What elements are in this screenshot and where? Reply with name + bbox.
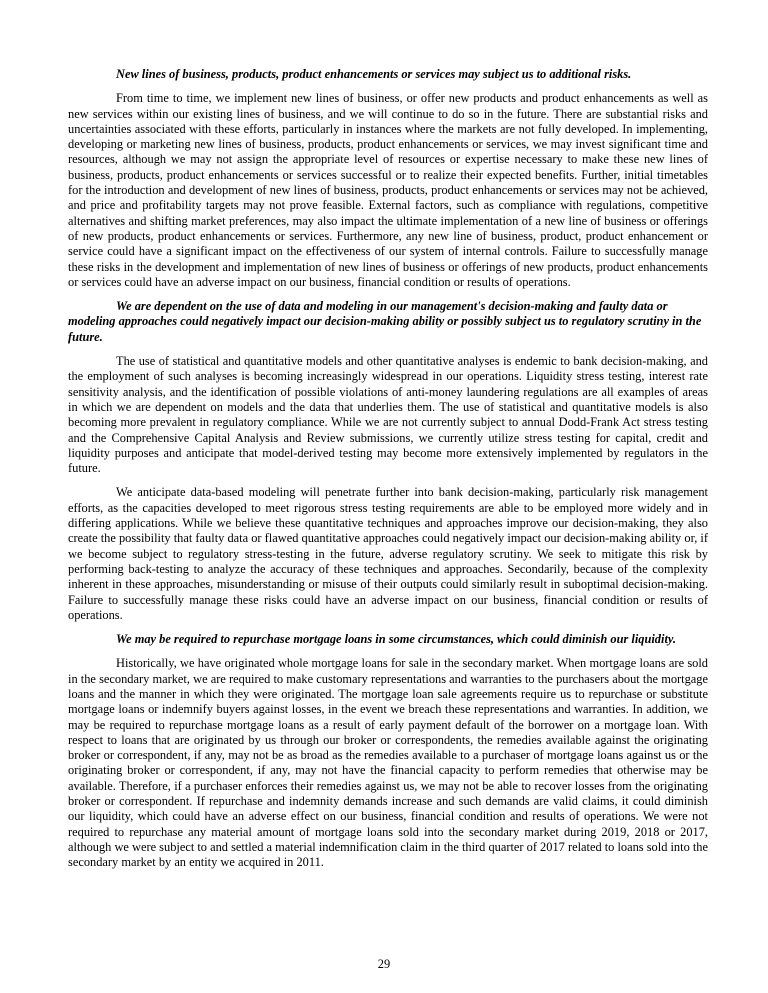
- body-paragraph: We anticipate data-based modeling will penetrate further into bank decision-making, particularly risk management efforts, as the capacities developed to meet rigorous stress testing requirements are able to be employed more widely and in differing applications. While we believe these quantitative techniques and approaches improve our decision-making, they also create the possibility that faulty data or flawed quantitative approaches could negatively impact our decision-making ability or, if we become subject to regulatory stress-testing in the future, adverse regulatory scrutiny. We seek to mitigate this risk by performing back-testing to analyze the accuracy of these techniques and approaches. Secondarily, because of the complexity inherent in these approaches, misunderstanding or misuse of their outputs could similarly result in suboptimal decision-making. Failure to successfully manage these risks could have an adverse impact on our business, financial condition or results of operations.: [68, 485, 708, 622]
- section-heading: New lines of business, products, product enhancements or services may subject us to additional risks.: [116, 67, 632, 81]
- body-paragraph: Historically, we have originated whole mortgage loans for sale in the secondary market. When mortgage loans are sold in the secondary market, we are required to make customary representations and warranties to the purchasers about the mortgage loans and the manner in which they were originated. The mortgage loan sale agreements require us to repurchase or substitute mortgage loans or indemnify buyers against losses, in the event we breach these representations and warranties. In addition, we may be required to repurchase mortgage loans as a result of early payment default of the borrower on a mortgage loan. With respect to loans that are originated by us through our broker or correspondents, the remedies available against the originating broker or correspondent, if any, may not be as broad as the remedies available to a purchaser of mortgage loans against us or the originating broker or correspondent, if any, may not have the financial capacity to perform remedies that otherwise may be available. Therefore, if a purchaser enforces their remedies against us, we may not be able to recover losses from the originating broker or correspondent. If repurchase and indemnity demands increase and such demands are valid claims, it could diminish our liquidity, which could have an adverse effect on our business, financial condition and results of operations. We were not required to repurchase any material amount of mortgage loans sold into the secondary market during 2019, 2018 or 2017, although we were subject to and settled a material indemnification claim in the third quarter of 2017 related to loans sold into the secondary market by an entity we acquired in 2011.: [68, 656, 708, 870]
- body-paragraph: From time to time, we implement new lines of business, or offer new products and product enhancements as well as new services within our existing lines of business, and we will continue to do so in the future. There are substantial risks and uncertainties associated with these efforts, particularly in instances where the markets are not fully developed. In implementing, developing or marketing new lines of business, products, product enhancements or services, we may invest significant time and resources, although we may not assign the appropriate level of resources or expertise necessary to make these new lines of business, products, product enhancements or services successful or to realize their expected benefits. Further, initial timetables for the introduction and development of new lines of business, products, product enhancements or services may not be achieved, and price and profitability targets may not prove feasible. External factors, such as compliance with regulations, competitive alternatives and shifting market preferences, may also impact the ultimate implementation of a new line of business or offerings of new products, product enhancements or services. Furthermore, any new line of business, product, product enhancement or service could have a significant impact on the effectiveness of our system of internal controls. Failure to successfully manage these risks in the development and implementation of new lines of business or offerings of new products, product enhancements or services could have an adverse impact on our business, financial condition or results of operations.: [68, 91, 708, 289]
- risk-section-mortgage-repurchase: [68, 632, 708, 870]
- page-number: 29: [377, 957, 391, 971]
- risk-section-data-modeling: [68, 299, 708, 623]
- risk-section-new-lines-of-business: [68, 67, 708, 290]
- document-page: [68, 67, 708, 880]
- body-paragraph: The use of statistical and quantitative models and other quantitative analyses is endemic to bank decision-making, and the employment of such analyses is becoming increasingly widespread in our operations. Liquidity stress testing, interest rate sensitivity analysis, and the identification of possible violations of anti-money laundering regulations are all examples of areas in which we are dependent on models and the data that underlies them. The use of statistical and quantitative models is also becoming more prevalent in regulatory compliance. While we are not currently subject to annual Dodd-Frank Act stress testing and the Comprehensive Capital Analysis and Review submissions, we currently utilize stress testing for capital, credit and liquidity purposes and anticipate that model-derived testing may become more extensively implemented by regulators in the future.: [68, 354, 708, 476]
- section-heading: We are dependent on the use of data and modeling in our management's decision-making and faulty data or modeling approaches could negatively impact our decision-making ability or possibly subject us to regulatory scrutiny in the future.: [68, 299, 702, 344]
- section-heading: We may be required to repurchase mortgage loans in some circumstances, which could diminish our liquidity.: [116, 632, 677, 647]
